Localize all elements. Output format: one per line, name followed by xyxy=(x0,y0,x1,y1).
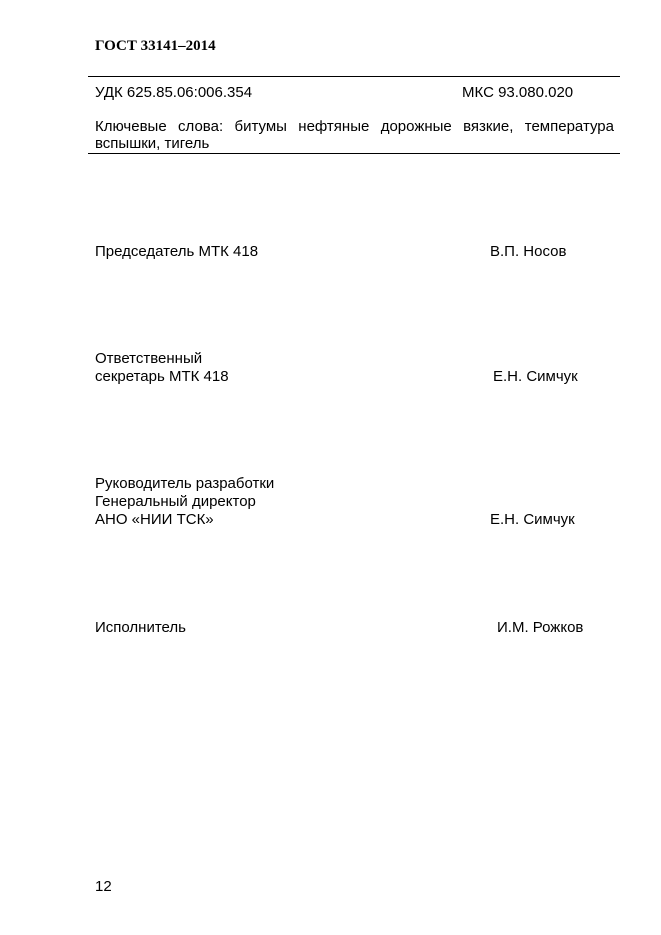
signature-role-line: Исполнитель xyxy=(95,619,186,636)
signature-role-line: Руководитель разработки xyxy=(95,475,275,492)
keywords-text: Ключевые слова: битумы нефтяные дорожные вязкие, температура вспышки, тигель xyxy=(95,118,614,152)
signature-name-chairman: В.П. Носов xyxy=(490,243,567,260)
bottom-divider xyxy=(88,153,620,154)
signature-name-executor: И.М. Рожков xyxy=(497,619,584,636)
signature-role-secretary xyxy=(95,350,229,386)
signature-role-line: Председатель МТК 418 xyxy=(95,243,259,260)
signature-role-line: Ответственный xyxy=(95,350,203,367)
top-divider xyxy=(88,76,620,77)
signature-name-secretary: Е.Н. Симчук xyxy=(493,368,578,385)
signature-role-line: Генеральный директор xyxy=(95,493,256,510)
signature-role-executor xyxy=(95,619,186,637)
signature-role-line: АНО «НИИ ТСК» xyxy=(95,511,214,528)
signature-role-chairman xyxy=(95,243,258,261)
signature-name-development-head: Е.Н. Симчук xyxy=(490,511,575,528)
mks-code: МКС 93.080.020 xyxy=(462,84,574,101)
signature-role-line: секретарь МТК 418 xyxy=(95,368,229,385)
document-header-title: ГОСТ 33141–2014 xyxy=(95,38,216,54)
signature-role-development-head xyxy=(95,475,274,529)
udk-code: УДК 625.85.06:006.354 xyxy=(95,84,253,101)
page-number: 12 xyxy=(95,878,112,895)
